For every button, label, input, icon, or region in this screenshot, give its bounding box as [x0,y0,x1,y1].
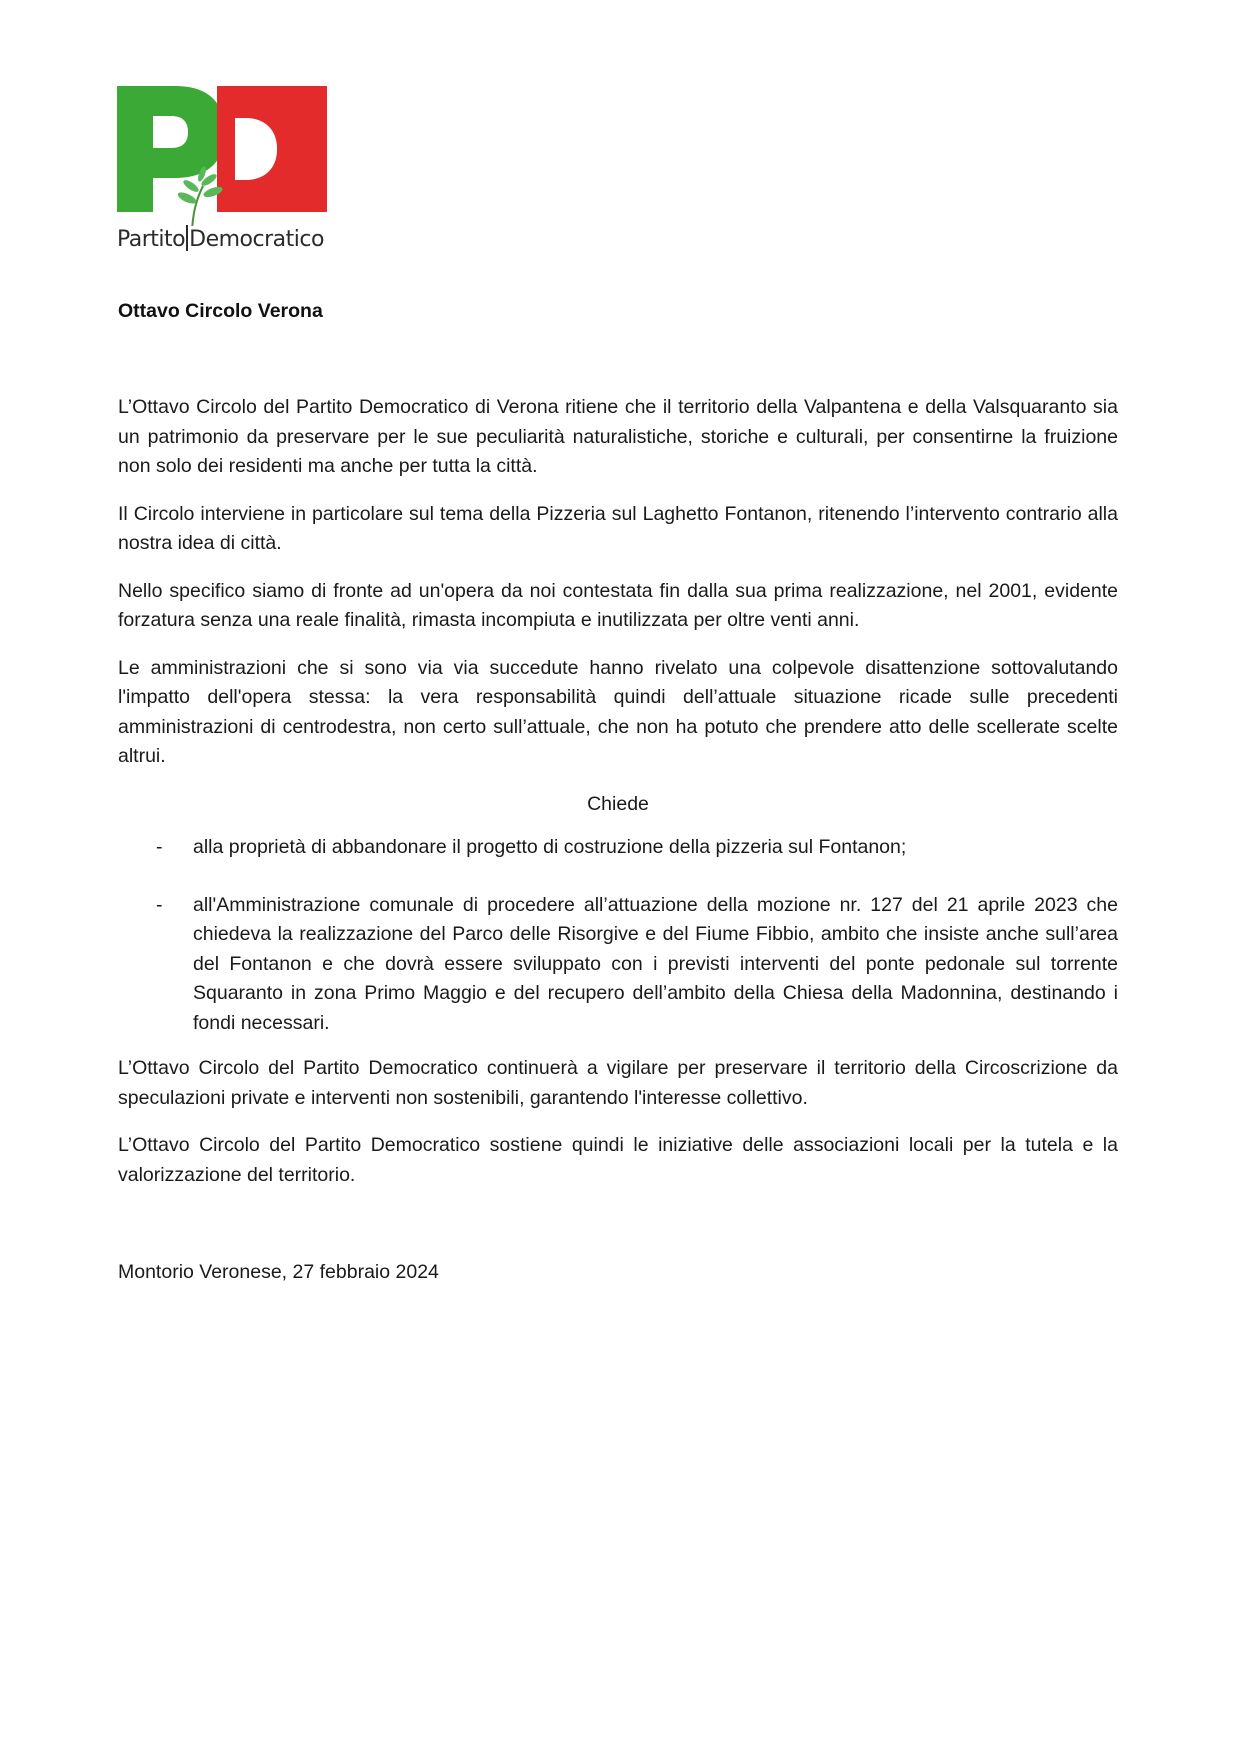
chiede-heading: Chiede [587,792,649,815]
list-item-text: all'Amministrazione comunale di procedere all’attuazione della mozione nr. 127 del 21 aprile 2023 che chiedeva la realizzazione del Parco delle Risorgive e del Fiume Fibbio, ambito che insiste anche sull’area del Fontanon e che dovrà essere sviluppato con i previsti interventi del ponte pedonale sul torrente Squaranto in zona Primo Maggio e del recupero dell’ambito della Chiesa della Madonnina, destinando i fondi necessari. [193,893,1118,1034]
logo-separator [186,225,188,251]
logo-caption-right: Democratico [189,227,324,252]
pd-logo-icon [117,86,327,226]
paragraph: L’Ottavo Circolo del Partito Democratico sostiene quindi le iniziative delle associazioni locali per la tutela e la valorizzazione del territorio. [118,1134,1118,1186]
paragraph: L’Ottavo Circolo del Partito Democratico continuerà a vigilare per preservare il territorio della Circoscrizione da speculazioni private e interventi non sostenibili, garantendo l'interesse collettivo. [118,1057,1118,1109]
list-dash: - [156,893,163,916]
request-list [118,833,1118,1038]
party-logo [117,86,327,256]
logo-caption [117,225,329,252]
list-item [118,833,1118,863]
list-dash: - [156,836,163,858]
paragraph: Il Circolo interviene in particolare sul tema della Pizzeria sul Laghetto Fontanon, ritenendo l’intervento contrario alla nostra idea di città. [118,502,1118,554]
list-item [118,891,1118,1039]
list-item-text: alla proprietà di abbandonare il progetto di costruzione della pizzeria sul Fontanon; [193,836,907,858]
paragraph: Le amministrazioni che si sono via via succedute hanno rivelato una colpevole disattenzione sottovalutando l'impatto dell'opera stessa: la vera responsabilità quindi dell’attuale situazione ricade sulle precedenti amministrazioni di centrodestra, non certo sull’attuale, che non ha potuto che prendere atto delle scellerate scelte altrui. [118,656,1118,767]
paragraph: Nello specifico siamo di fronte ad un'opera da noi contestata fin dalla sua prima realizzazione, nel 2001, evidente forzatura senza una reale finalità, rimasta incompiuta e inutilizzata per oltre venti anni. [118,579,1118,631]
document-heading: Ottavo Circolo Verona [118,300,323,322]
paragraph: L’Ottavo Circolo del Partito Democratico di Verona ritiene che il territorio della Valpantena e della Valsquaranto sia un patrimonio da preservare per le sue peculiarità naturalistiche, storiche e culturali, per consentirne la fruizione non solo dei residenti ma anche per tutta la città. [118,396,1118,477]
place-date: Montorio Veronese, 27 febbraio 2024 [118,1261,439,1283]
logo-caption-left: Partito [117,227,186,252]
document-body [118,393,1118,1208]
